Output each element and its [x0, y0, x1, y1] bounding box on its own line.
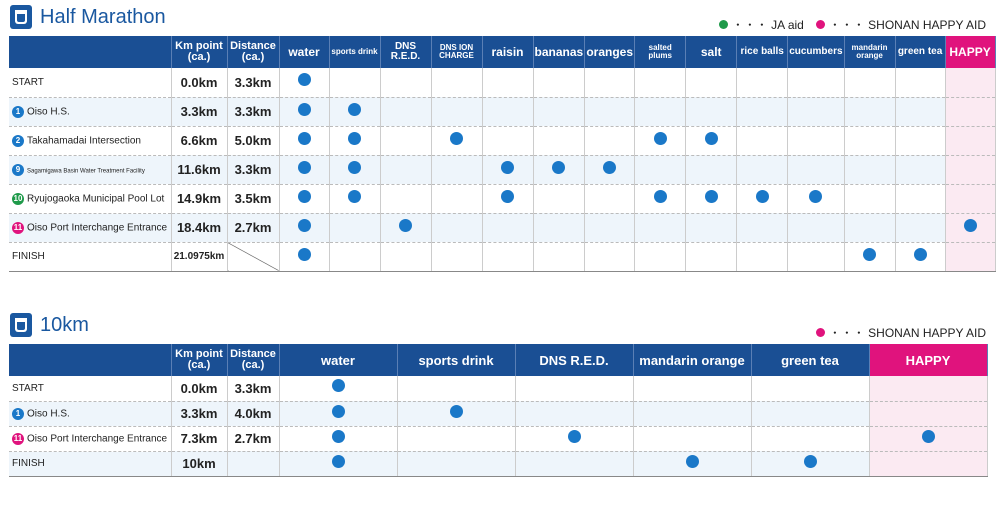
aid-cell-salted-plums [635, 242, 686, 271]
aid-available-dot-icon [501, 161, 514, 174]
aid-cell-water [279, 376, 397, 401]
km-point-cell: 10km [171, 451, 227, 476]
aid-cell-happy [869, 426, 987, 451]
aid-cell-salted-plums [635, 126, 686, 155]
aid-cell-dns-ion-charge [431, 184, 482, 213]
station-name: FINISH [12, 251, 45, 262]
header-green-tea: green tea [751, 344, 869, 376]
km-point-cell: 0.0km [171, 376, 227, 401]
station-number-badge: 1 [12, 408, 24, 420]
table-row [9, 126, 995, 155]
aid-cell-bananas [533, 97, 585, 126]
header-km-point-ca: Km point (ca.) [171, 344, 227, 376]
aid-cell-water [279, 451, 397, 476]
aid-cell-dns-r-e-d [515, 376, 633, 401]
aid-cell-cucumbers [788, 68, 844, 97]
distance-cell: 3.3km [227, 155, 279, 184]
aid-available-dot-icon [922, 430, 935, 443]
aid-available-dot-icon [964, 219, 977, 232]
aid-cell-happy [869, 376, 987, 401]
half-marathon-title: Half Marathon [40, 5, 166, 28]
aid-cell-sports-drink [397, 451, 515, 476]
aid-available-dot-icon [348, 161, 361, 174]
aid-cell-water [279, 68, 329, 97]
aid-available-dot-icon [756, 190, 769, 203]
aid-available-dot-icon [568, 430, 581, 443]
aid-cell-happy [945, 242, 995, 271]
aid-cell-happy [945, 213, 995, 242]
distance-cell: 3.3km [227, 68, 279, 97]
station-name: Oiso H.S. [27, 408, 70, 420]
aid-cell-dns-ion-charge [431, 97, 482, 126]
aid-cell-dns-r-e-d [515, 401, 633, 426]
aid-cell-mandarin-orange [633, 451, 751, 476]
km-point-cell: 3.3km [171, 97, 227, 126]
aid-cell-salted-plums [635, 68, 686, 97]
header-sports-drink: sports drink [329, 36, 380, 68]
aid-cell-dns-r-e-d [380, 97, 431, 126]
aid-available-dot-icon [348, 132, 361, 145]
aid-cell-sports-drink [329, 126, 380, 155]
table-row [9, 376, 987, 401]
aid-available-dot-icon [298, 161, 311, 174]
station-name: START [12, 76, 44, 88]
aid-cell-green-tea [751, 376, 869, 401]
aid-cell-water [279, 401, 397, 426]
aid-cell-mandarin-orange [844, 68, 895, 97]
aid-cell-dns-r-e-d [380, 242, 431, 271]
aid-available-dot-icon [332, 430, 345, 443]
header-green-tea: green tea [895, 36, 945, 68]
tenk-table [9, 344, 988, 477]
aid-cell-happy [945, 126, 995, 155]
header-happy: HAPPY [869, 344, 987, 376]
aid-cell-mandarin-orange [844, 213, 895, 242]
header-rice-balls: rice balls [737, 36, 788, 68]
cup-icon [10, 5, 32, 29]
header-salted-plums: salted plums [635, 36, 686, 68]
aid-available-dot-icon [332, 455, 345, 468]
station-name-cell [9, 184, 171, 213]
aid-cell-green-tea [751, 426, 869, 451]
aid-cell-sports-drink [397, 401, 515, 426]
pink-dot-icon [816, 328, 825, 337]
aid-cell-raisin [482, 126, 533, 155]
aid-cell-dns-r-e-d [380, 184, 431, 213]
distance-cell: 5.0km [227, 126, 279, 155]
aid-cell-water [279, 184, 329, 213]
aid-cell-cucumbers [788, 242, 844, 271]
aid-cell-sports-drink [329, 242, 380, 271]
aid-available-dot-icon [603, 161, 616, 174]
aid-cell-green-tea [895, 97, 945, 126]
aid-cell-raisin [482, 184, 533, 213]
aid-cell-salt [686, 126, 737, 155]
header-oranges: oranges [585, 36, 635, 68]
aid-cell-rice-balls [737, 155, 788, 184]
aid-available-dot-icon [804, 455, 817, 468]
half-legend [707, 16, 986, 33]
aid-available-dot-icon [863, 248, 876, 261]
aid-cell-mandarin-orange [844, 126, 895, 155]
aid-cell-oranges [585, 213, 635, 242]
table-row [9, 68, 995, 97]
aid-cell-salt [686, 97, 737, 126]
aid-cell-dns-r-e-d [515, 426, 633, 451]
aid-cell-raisin [482, 68, 533, 97]
aid-cell-bananas [533, 213, 585, 242]
aid-available-dot-icon [705, 132, 718, 145]
header-distance-ca: Distance (ca.) [227, 36, 279, 68]
aid-cell-oranges [585, 68, 635, 97]
header-bananas: bananas [533, 36, 585, 68]
aid-cell-happy [945, 97, 995, 126]
aid-available-dot-icon [332, 379, 345, 392]
header-salt: salt [686, 36, 737, 68]
aid-cell-happy [945, 155, 995, 184]
aid-cell-sports-drink [329, 97, 380, 126]
aid-cell-raisin [482, 213, 533, 242]
aid-cell-water [279, 97, 329, 126]
aid-cell-rice-balls [737, 184, 788, 213]
aid-cell-happy [869, 401, 987, 426]
header-mandarin-orange: mandarin orange [633, 344, 751, 376]
aid-available-dot-icon [501, 190, 514, 203]
aid-available-dot-icon [399, 219, 412, 232]
station-number-badge: 11 [13, 222, 23, 232]
km-point-cell: 11.6km [171, 155, 227, 184]
green-dot-icon [719, 20, 728, 29]
aid-available-dot-icon [552, 161, 565, 174]
aid-available-dot-icon [686, 455, 699, 468]
aid-cell-dns-r-e-d [380, 155, 431, 184]
table-row [9, 184, 995, 213]
aid-cell-salted-plums [635, 184, 686, 213]
aid-cell-rice-balls [737, 242, 788, 271]
aid-cell-oranges [585, 126, 635, 155]
header-dns-ion-charge: DNS ION CHARGE [431, 36, 482, 68]
aid-cell-green-tea [895, 184, 945, 213]
aid-cell-water [279, 242, 329, 271]
aid-cell-cucumbers [788, 126, 844, 155]
station-name-cell [9, 126, 171, 155]
aid-cell-sports-drink [329, 213, 380, 242]
aid-cell-green-tea [895, 213, 945, 242]
legend-happy-aid: ・・・ SHONAN HAPPY AID [816, 16, 986, 33]
station-name: Oiso Port Interchange Entrance [27, 433, 168, 445]
header-water: water [279, 36, 329, 68]
aid-cell-rice-balls [737, 126, 788, 155]
station-name-cell [9, 376, 171, 401]
aid-cell-cucumbers [788, 184, 844, 213]
aid-cell-rice-balls [737, 213, 788, 242]
aid-available-dot-icon [298, 73, 311, 86]
table-row [9, 97, 995, 126]
header-km-point-ca: Km point (ca.) [171, 36, 227, 68]
station-name-cell [9, 155, 171, 184]
km-point-cell: 14.9km [171, 184, 227, 213]
half-marathon-table [9, 36, 996, 272]
pink-dot-icon [816, 20, 825, 29]
aid-cell-raisin [482, 242, 533, 271]
half-marathon-heading [10, 5, 166, 29]
station-number-badge: 2 [12, 135, 24, 147]
aid-available-dot-icon [298, 103, 311, 116]
legend-happy-aid: ・・・ SHONAN HAPPY AID [816, 324, 986, 341]
aid-available-dot-icon [914, 248, 927, 261]
km-point-cell: 18.4km [171, 213, 227, 242]
tenk-title: 10km [40, 313, 89, 336]
aid-available-dot-icon [654, 132, 667, 145]
aid-cell-happy [945, 184, 995, 213]
aid-cell-cucumbers [788, 213, 844, 242]
aid-cell-bananas [533, 68, 585, 97]
station-number-badge: 9 [12, 164, 24, 176]
header-blank [9, 36, 171, 68]
station-name: Oiso Port Interchange Entrance [27, 222, 168, 234]
station-name-cell [9, 68, 171, 97]
header-raisin: raisin [482, 36, 533, 68]
aid-cell-rice-balls [737, 68, 788, 97]
aid-cell-oranges [585, 242, 635, 271]
km-point-cell: 6.6km [171, 126, 227, 155]
station-name-cell [9, 97, 171, 126]
distance-cell: 2.7km [227, 426, 279, 451]
aid-cell-bananas [533, 155, 585, 184]
aid-cell-salted-plums [635, 97, 686, 126]
aid-cell-rice-balls [737, 97, 788, 126]
aid-cell-salt [686, 155, 737, 184]
distance-cell: 2.7km [227, 213, 279, 242]
aid-cell-cucumbers [788, 97, 844, 126]
aid-cell-salt [686, 68, 737, 97]
aid-cell-oranges [585, 97, 635, 126]
km-point-cell: 3.3km [171, 401, 227, 426]
header-happy: HAPPY [945, 36, 995, 68]
aid-cell-sports-drink [329, 68, 380, 97]
distance-cell [227, 242, 279, 271]
aid-available-dot-icon [298, 132, 311, 145]
table-row [9, 426, 987, 451]
aid-cell-water [279, 213, 329, 242]
aid-cell-salt [686, 213, 737, 242]
aid-available-dot-icon [705, 190, 718, 203]
aid-cell-salt [686, 184, 737, 213]
aid-cell-green-tea [895, 155, 945, 184]
aid-available-dot-icon [450, 132, 463, 145]
aid-cell-mandarin-orange [633, 426, 751, 451]
aid-cell-oranges [585, 184, 635, 213]
aid-cell-raisin [482, 97, 533, 126]
aid-cell-green-tea [895, 126, 945, 155]
station-name-cell [9, 426, 171, 451]
station-name-cell [9, 451, 171, 476]
aid-cell-mandarin-orange [844, 97, 895, 126]
aid-available-dot-icon [348, 190, 361, 203]
km-point-cell: 21.0975km [171, 242, 227, 271]
header-cucumbers: cucumbers [788, 36, 844, 68]
aid-available-dot-icon [298, 248, 311, 261]
aid-cell-dns-r-e-d [515, 451, 633, 476]
aid-cell-water [279, 126, 329, 155]
station-number-badge: 1 [12, 106, 24, 118]
distance-cell: 3.3km [227, 97, 279, 126]
station-number-badge: 10 [13, 193, 23, 203]
table-row [9, 242, 995, 271]
aid-cell-raisin [482, 155, 533, 184]
table-row [9, 213, 995, 242]
distance-cell: 3.3km [227, 376, 279, 401]
aid-cell-salted-plums [635, 155, 686, 184]
aid-cell-mandarin-orange [633, 401, 751, 426]
station-name: Oiso H.S. [27, 106, 70, 118]
aid-cell-happy [945, 68, 995, 97]
aid-cell-sports-drink [329, 184, 380, 213]
aid-cell-dns-r-e-d [380, 213, 431, 242]
aid-cell-green-tea [751, 451, 869, 476]
header-sports-drink: sports drink [397, 344, 515, 376]
table-row [9, 401, 987, 426]
aid-available-dot-icon [348, 103, 361, 116]
aid-cell-mandarin-orange [844, 242, 895, 271]
aid-cell-mandarin-orange [633, 376, 751, 401]
header-dns-r-e-d: DNS R.E.D. [380, 36, 431, 68]
cup-icon [10, 313, 32, 337]
aid-cell-bananas [533, 126, 585, 155]
aid-cell-mandarin-orange [844, 155, 895, 184]
legend-ja-aid: ・・・ JA aid [719, 16, 804, 33]
station-name: Sagamigawa Basin Water Treatment Facility [27, 168, 145, 175]
km-point-cell: 7.3km [171, 426, 227, 451]
km-point-cell: 0.0km [171, 68, 227, 97]
aid-cell-sports-drink [397, 426, 515, 451]
tenk-legend [804, 324, 986, 341]
aid-cell-oranges [585, 155, 635, 184]
distance-cell: 3.5km [227, 184, 279, 213]
distance-cell [227, 451, 279, 476]
station-name: START [12, 382, 44, 394]
table-row [9, 451, 987, 476]
aid-cell-dns-ion-charge [431, 213, 482, 242]
tenk-heading [10, 313, 89, 337]
aid-cell-dns-ion-charge [431, 242, 482, 271]
aid-cell-green-tea [751, 401, 869, 426]
header-distance-ca: Distance (ca.) [227, 344, 279, 376]
station-name-cell [9, 213, 171, 242]
table-row [9, 155, 995, 184]
aid-cell-sports-drink [397, 376, 515, 401]
station-name: Ryujogaoka Municipal Pool Lot [27, 193, 165, 205]
aid-available-dot-icon [809, 190, 822, 203]
header-water: water [279, 344, 397, 376]
aid-cell-sports-drink [329, 155, 380, 184]
station-number-badge: 11 [13, 433, 23, 443]
aid-cell-bananas [533, 242, 585, 271]
aid-available-dot-icon [450, 405, 463, 418]
aid-cell-water [279, 426, 397, 451]
header-mandarin-orange: mandarin orange [844, 36, 895, 68]
distance-cell: 4.0km [227, 401, 279, 426]
header-blank [9, 344, 171, 376]
station-name-cell [9, 242, 171, 271]
aid-cell-cucumbers [788, 155, 844, 184]
aid-available-dot-icon [298, 219, 311, 232]
station-name: FINISH [12, 458, 45, 469]
aid-cell-salted-plums [635, 213, 686, 242]
aid-cell-dns-r-e-d [380, 68, 431, 97]
aid-cell-salt [686, 242, 737, 271]
aid-cell-dns-ion-charge [431, 155, 482, 184]
aid-available-dot-icon [654, 190, 667, 203]
aid-cell-dns-ion-charge [431, 126, 482, 155]
aid-cell-bananas [533, 184, 585, 213]
aid-available-dot-icon [298, 190, 311, 203]
aid-cell-water [279, 155, 329, 184]
station-name: Takahamadai Intersection [27, 135, 141, 147]
aid-cell-dns-ion-charge [431, 68, 482, 97]
aid-cell-green-tea [895, 242, 945, 271]
station-name-cell [9, 401, 171, 426]
aid-cell-happy [869, 451, 987, 476]
header-dns-r-e-d: DNS R.E.D. [515, 344, 633, 376]
aid-cell-dns-r-e-d [380, 126, 431, 155]
aid-cell-mandarin-orange [844, 184, 895, 213]
aid-cell-green-tea [895, 68, 945, 97]
aid-available-dot-icon [332, 405, 345, 418]
